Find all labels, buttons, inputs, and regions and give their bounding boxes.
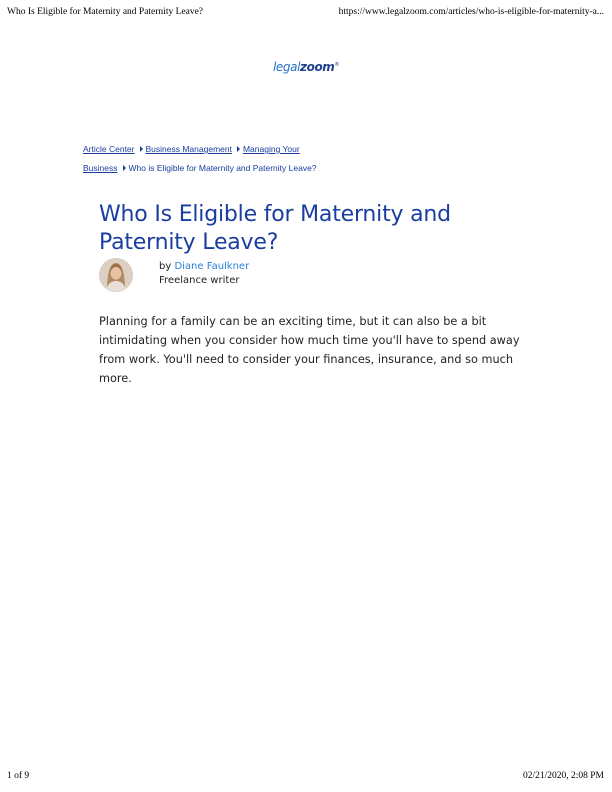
byline-prefix: by (159, 261, 172, 272)
print-url: https://www.legalzoom.com/articles/who-is-eligible-for-maternity-a... (338, 7, 604, 17)
breadcrumb-managing-your[interactable]: Managing Your (242, 144, 300, 154)
logo-part-legal: legal (272, 60, 301, 74)
print-page-number: 1 of 9 (7, 771, 30, 781)
author-avatar (99, 258, 133, 292)
breadcrumb-arrow-icon (123, 165, 126, 171)
article-title-line-1: Who Is Eligible for Maternity and (99, 202, 451, 227)
breadcrumb-business[interactable]: Business (83, 163, 118, 173)
print-page-title: Who Is Eligible for Maternity and Paternity Leave? (7, 7, 204, 17)
author-role: Freelance writer (159, 275, 240, 286)
breadcrumb-arrow-icon (237, 146, 240, 152)
breadcrumb-business-management[interactable]: Business Management (145, 144, 232, 154)
logo-part-zoom: zoom (300, 60, 335, 74)
breadcrumb (83, 140, 343, 178)
article-title (99, 201, 539, 257)
registered-mark: ® (334, 62, 340, 68)
author-byline (159, 260, 249, 288)
author-name-link[interactable]: Diane Faulkner (174, 261, 250, 272)
breadcrumb-article-center[interactable]: Article Center (83, 144, 135, 154)
article-title-line-2: Paternity Leave? (99, 230, 279, 255)
byline-author-line (159, 260, 249, 274)
print-datetime: 02/21/2020, 2:08 PM (522, 771, 604, 781)
breadcrumb-current-page: Who is Eligible for Maternity and Paternity Leave? (128, 163, 317, 173)
article-intro: Planning for a family can be an exciting time, but it can also be a bit intimidating when you consider how much time you'll have to spend away from work. You'll need to consider your finances, insurance, and so much more. (99, 315, 520, 385)
legalzoom-logo[interactable] (0, 60, 612, 74)
breadcrumb-arrow-icon (140, 146, 143, 152)
